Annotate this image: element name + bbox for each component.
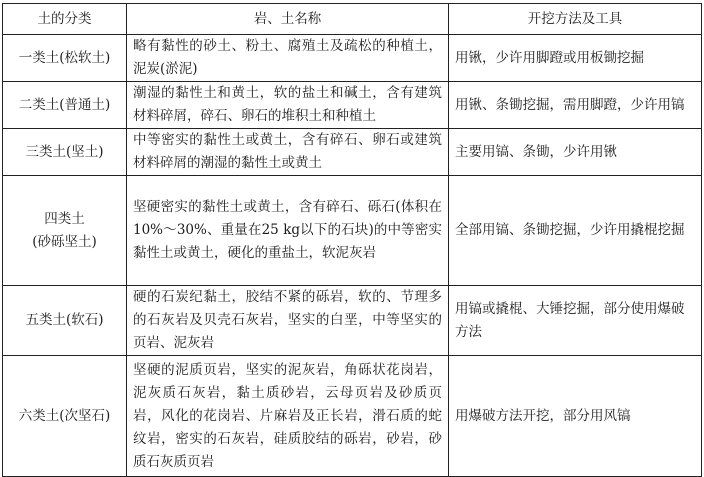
soil-class-sublabel: (砂砾坚土): [32, 233, 97, 250]
rock-soil-name-cell: 中等密实的黏性土或黄土，含有碎石、卵石或建筑材料碎屑的潮湿的黏性土或黄土: [127, 129, 449, 176]
rock-soil-name-cell: 坚硬密实的黏性土或黄土，含有碎石、砾石(体积在10%～30%、重量在25 kg以下的石块)的中等密实黏性土或黄土，硬化的重盐土，软泥灰岩: [127, 176, 449, 286]
soil-class-cell: [3, 35, 127, 82]
table-row: [3, 82, 702, 129]
excavation-method-cell: 全部用镐、条锄挖掘，少许用撬棍挖掘: [449, 176, 702, 286]
soil-class-label: 四类土: [44, 210, 85, 227]
soil-class-label: 二类土(普通土): [18, 96, 111, 113]
header-soil-class: 土的分类: [3, 4, 127, 35]
table-header-row: [3, 4, 702, 35]
rock-soil-name-cell: 坚硬的泥质页岩，坚实的泥灰岩，角砾状花岗岩，泥灰质石灰岩，黏土质砂岩，云母页岩及砂质页岩，风化的花岗岩、片麻岩及正长岩，滑石质的蛇纹岩，密实的石灰岩，硅质胶结的砾岩，砂岩，砂质石灰质页岩: [127, 356, 449, 477]
table-row: [3, 356, 702, 477]
soil-classification-table: [2, 3, 702, 477]
soil-class-label: 三类土(坚土): [25, 143, 104, 160]
table-row: [3, 129, 702, 176]
table-row: [3, 176, 702, 286]
table-row: [3, 286, 702, 356]
excavation-method-cell: 用镐或撬棍、大锤挖掘，部分使用爆破方法: [449, 286, 702, 356]
excavation-method-cell: 用锹、条锄挖掘，需用脚蹬，少许用镐: [449, 82, 702, 129]
excavation-method-cell: 用锹，少许用脚蹬或用板锄挖掘: [449, 35, 702, 82]
rock-soil-name-cell: 略有黏性的砂土、粉土、腐殖土及疏松的种植土，泥炭(淤泥): [127, 35, 449, 82]
rock-soil-name-cell: 潮湿的黏性土和黄土，软的盐土和碱土，含有建筑材料碎屑，碎石、卵石的堆积土和种植土: [127, 82, 449, 129]
excavation-method-cell: 主要用镐、条锄，少许用锹: [449, 129, 702, 176]
soil-class-cell: [3, 129, 127, 176]
excavation-method-cell: 用爆破方法开挖，部分用风镐: [449, 356, 702, 477]
header-rock-soil-name: 岩、土名称: [127, 4, 449, 35]
table-row: [3, 35, 702, 82]
soil-class-cell: [3, 176, 127, 286]
soil-class-cell: [3, 286, 127, 356]
soil-class-cell: [3, 356, 127, 477]
rock-soil-name-cell: 硬的石炭纪黏土，胶结不紧的砾岩，软的、节理多的石灰岩及贝壳石灰岩，坚实的白垩，中等坚实的页岩、泥灰岩: [127, 286, 449, 356]
soil-class-label: 五类土(软石): [25, 312, 104, 328]
soil-class-label: 六类土(次坚石): [18, 407, 111, 424]
soil-class-label: 一类土(松软土): [18, 49, 111, 66]
header-excavation-method: 开挖方法及工具: [449, 4, 702, 35]
soil-class-cell: [3, 82, 127, 129]
